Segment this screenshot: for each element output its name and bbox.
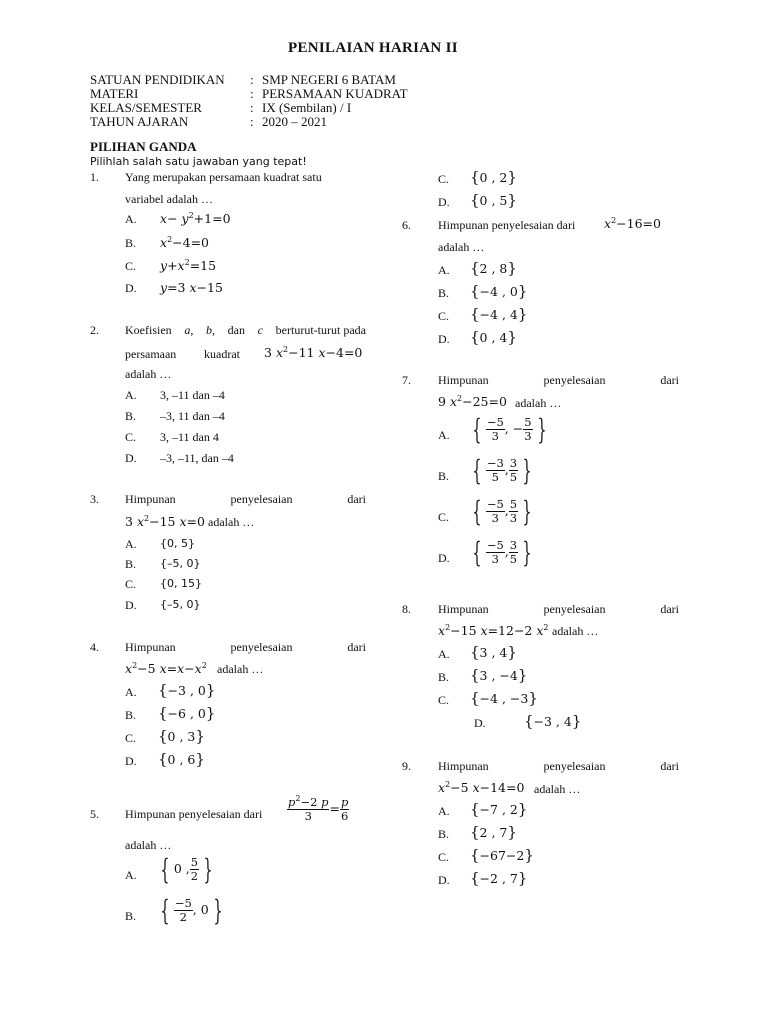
word: Himpunan — [438, 373, 489, 387]
question-number: 6. — [402, 218, 411, 232]
question-math: $x^2-15$ x=12−2 $x^2$ — [438, 622, 549, 638]
question-text: adalah … — [125, 367, 172, 381]
word: c — [257, 323, 263, 337]
question-text: adalah … — [125, 838, 172, 852]
word: Himpunan — [438, 759, 489, 773]
word: penyelesaian — [230, 492, 293, 506]
word: dari — [660, 759, 679, 773]
option-text: –3, 11 dan –4 — [160, 409, 225, 423]
word: Himpunan — [125, 640, 176, 654]
section-heading: PILIHAN GANDA — [90, 139, 197, 154]
option-math: {−4 , 0} — [470, 282, 528, 300]
word: dari — [660, 602, 679, 616]
question-number: 7. — [402, 373, 411, 387]
option-letter: C. — [438, 693, 450, 707]
meta-label: KELAS/SEMESTER — [90, 100, 202, 115]
option-letter: D. — [125, 451, 137, 465]
question-text: variabel adalah … — [125, 192, 213, 206]
word: dan — [227, 323, 245, 337]
option-text: 3, –11 dan –4 — [160, 388, 225, 402]
option-math: $y+x^2=15$ — [160, 257, 217, 273]
option-letter: A. — [125, 868, 137, 882]
option-math: {3 , 4} — [470, 643, 517, 661]
option-letter: D. — [438, 332, 450, 346]
question-number: 8. — [402, 602, 411, 616]
word: penyelesaian — [543, 759, 606, 773]
question-text: Yang merupakan persamaan kuadrat satu — [125, 170, 322, 184]
question-math: $x^2-16=0$ — [604, 215, 661, 231]
word: a, — [184, 323, 194, 337]
word: dari — [347, 640, 366, 654]
option-math: { $\frac{-5}{2}$ , 0 } — [160, 894, 223, 927]
option-letter: B. — [125, 409, 137, 423]
option-text: {0, 5} — [160, 537, 195, 550]
question-number: 5. — [90, 807, 99, 821]
option-math: { $\frac{-5}{3}$ , $\frac{3}{5}$ } — [472, 536, 532, 569]
question-text: adalah … — [552, 624, 599, 638]
meta-value: PERSAMAAN KUADRAT — [262, 86, 408, 101]
question-number: 9. — [402, 759, 411, 773]
word: penyelesaian — [543, 373, 606, 387]
word: Himpunan — [438, 602, 489, 616]
option-letter: B. — [125, 236, 137, 250]
question-text — [438, 602, 679, 617]
option-math: { $\frac{-3}{5}$ , $\frac{3}{5}$ } — [472, 454, 532, 487]
question-text — [438, 759, 679, 774]
question-text: persamaan — [125, 347, 177, 361]
option-letter: A. — [438, 647, 450, 661]
option-letter: D. — [125, 754, 137, 768]
option-letter: D. — [125, 281, 137, 295]
option-letter: B. — [438, 670, 450, 684]
option-math: { $\frac{-5}{3}$ , − $\frac{5}{3}$ } — [472, 413, 546, 446]
instruction: Pilihlah salah satu jawaban yang tepat! — [90, 155, 307, 168]
option-math: {−67−2} — [470, 846, 534, 864]
question-number: 2. — [90, 323, 99, 337]
page-title: PENILAIAN HARIAN II — [288, 40, 458, 56]
option-math: {−2 , 7} — [470, 869, 528, 887]
option-letter: B. — [438, 827, 450, 841]
option-math: {3 , −4} — [470, 666, 528, 684]
word: dari — [660, 373, 679, 387]
question-number: 3. — [90, 492, 99, 506]
option-math: {0 , 2} — [470, 168, 517, 186]
option-letter: B. — [438, 469, 450, 483]
option-math: {0 , 3} — [158, 727, 205, 745]
question-math: 3 $x^2-15$ x=0 — [125, 513, 205, 529]
option-letter: C. — [438, 172, 450, 186]
option-letter: D. — [438, 873, 450, 887]
question-math: 9 $x^2-25=0$ — [438, 393, 507, 409]
option-letter: D. — [438, 195, 450, 209]
meta-colon: : — [250, 100, 254, 115]
word: b, — [206, 323, 215, 337]
option-text: –3, –11, dan –4 — [160, 451, 234, 465]
option-letter: D. — [474, 716, 486, 730]
word: penyelesaian — [543, 602, 606, 616]
word: Koefisien — [125, 323, 172, 337]
word: penyelesaian — [230, 640, 293, 654]
question-number: 1. — [90, 170, 99, 184]
option-letter: B. — [125, 557, 137, 571]
option-letter: A. — [438, 263, 450, 277]
meta-label: TAHUN AJARAN — [90, 114, 189, 129]
option-letter: C. — [125, 259, 137, 273]
option-text: {–5, 0} — [160, 557, 201, 570]
option-math: {0 , 5} — [470, 191, 517, 209]
option-math: {−6 , 0} — [158, 704, 216, 722]
option-letter: C. — [438, 850, 450, 864]
option-math: {−3 , 4} — [524, 712, 582, 730]
option-letter: A. — [125, 212, 137, 226]
question-text: adalah … — [515, 396, 562, 410]
option-letter: D. — [125, 598, 137, 612]
question-text — [125, 323, 366, 338]
option-math: { 0 , $\frac{5}{2}$ } — [160, 853, 213, 886]
option-math: {−4 , 4} — [470, 305, 528, 323]
option-math: $x^2-4=0$ — [160, 234, 210, 250]
option-letter: C. — [438, 309, 450, 323]
question-text: adalah … — [208, 515, 255, 529]
option-letter: A. — [125, 685, 137, 699]
meta-label: MATERI — [90, 86, 139, 101]
option-letter: C. — [125, 430, 137, 444]
question-text — [125, 640, 366, 655]
option-letter: D. — [438, 551, 450, 565]
meta-value: SMP NEGERI 6 BATAM — [262, 72, 396, 87]
question-math: $\frac{p^2-2 p}{3}$ = $\frac{p}{6}$ — [288, 794, 349, 823]
option-math: $x- y^2+1=0$ — [160, 210, 231, 226]
option-letter: A. — [125, 537, 137, 551]
question-text — [125, 492, 366, 507]
option-letter: B. — [125, 708, 137, 722]
question-text — [438, 373, 679, 388]
option-letter: C. — [125, 731, 137, 745]
option-math: y=3 x−15 — [160, 280, 223, 295]
question-math: 3 $x^2-11$ x−4=0 — [264, 344, 363, 360]
word: berturut-turut pada — [275, 323, 366, 337]
option-letter: A. — [438, 428, 450, 442]
word: dari — [347, 492, 366, 506]
question-text: adalah … — [534, 782, 581, 796]
option-math: {2 , 7} — [470, 823, 517, 841]
option-math: {0 , 6} — [158, 750, 205, 768]
question-text: adalah … — [438, 240, 485, 254]
option-math: {−7 , 2} — [470, 800, 528, 818]
option-math: {−4 , −3} — [470, 689, 538, 707]
question-text: Himpunan penyelesaian dari — [438, 218, 576, 232]
question-number: 4. — [90, 640, 99, 654]
option-math: {0 , 4} — [470, 328, 517, 346]
option-letter: C. — [125, 577, 137, 591]
option-letter: A. — [125, 388, 137, 402]
meta-colon: : — [250, 114, 254, 129]
question-text: kuadrat — [204, 347, 240, 361]
question-math: $x^2-5$ $x=x-x^2$ — [125, 660, 207, 676]
option-letter: A. — [438, 804, 450, 818]
option-math: {−3 , 0} — [158, 681, 216, 699]
option-text: 3, –11 dan 4 — [160, 430, 219, 444]
word: Himpunan — [125, 492, 176, 506]
option-letter: C. — [438, 510, 450, 524]
option-math: { $\frac{-5}{3}$ , $\frac{5}{3}$ } — [472, 495, 532, 528]
option-letter: B. — [125, 909, 137, 923]
meta-value: IX (Sembilan) / I — [262, 100, 352, 115]
question-text: adalah … — [217, 662, 264, 676]
meta-colon: : — [250, 72, 254, 87]
option-letter: B. — [438, 286, 450, 300]
option-text: {–5, 0} — [160, 598, 201, 611]
question-math: $x^2-5$ x−14=0 — [438, 779, 525, 795]
meta-label: SATUAN PENDIDIKAN — [90, 72, 225, 87]
option-text: {0, 15} — [160, 577, 202, 590]
question-text: Himpunan penyelesaian dari — [125, 807, 263, 821]
meta-colon: : — [250, 86, 254, 101]
option-math: {2 , 8} — [470, 259, 517, 277]
meta-value: 2020 – 2021 — [262, 114, 327, 129]
